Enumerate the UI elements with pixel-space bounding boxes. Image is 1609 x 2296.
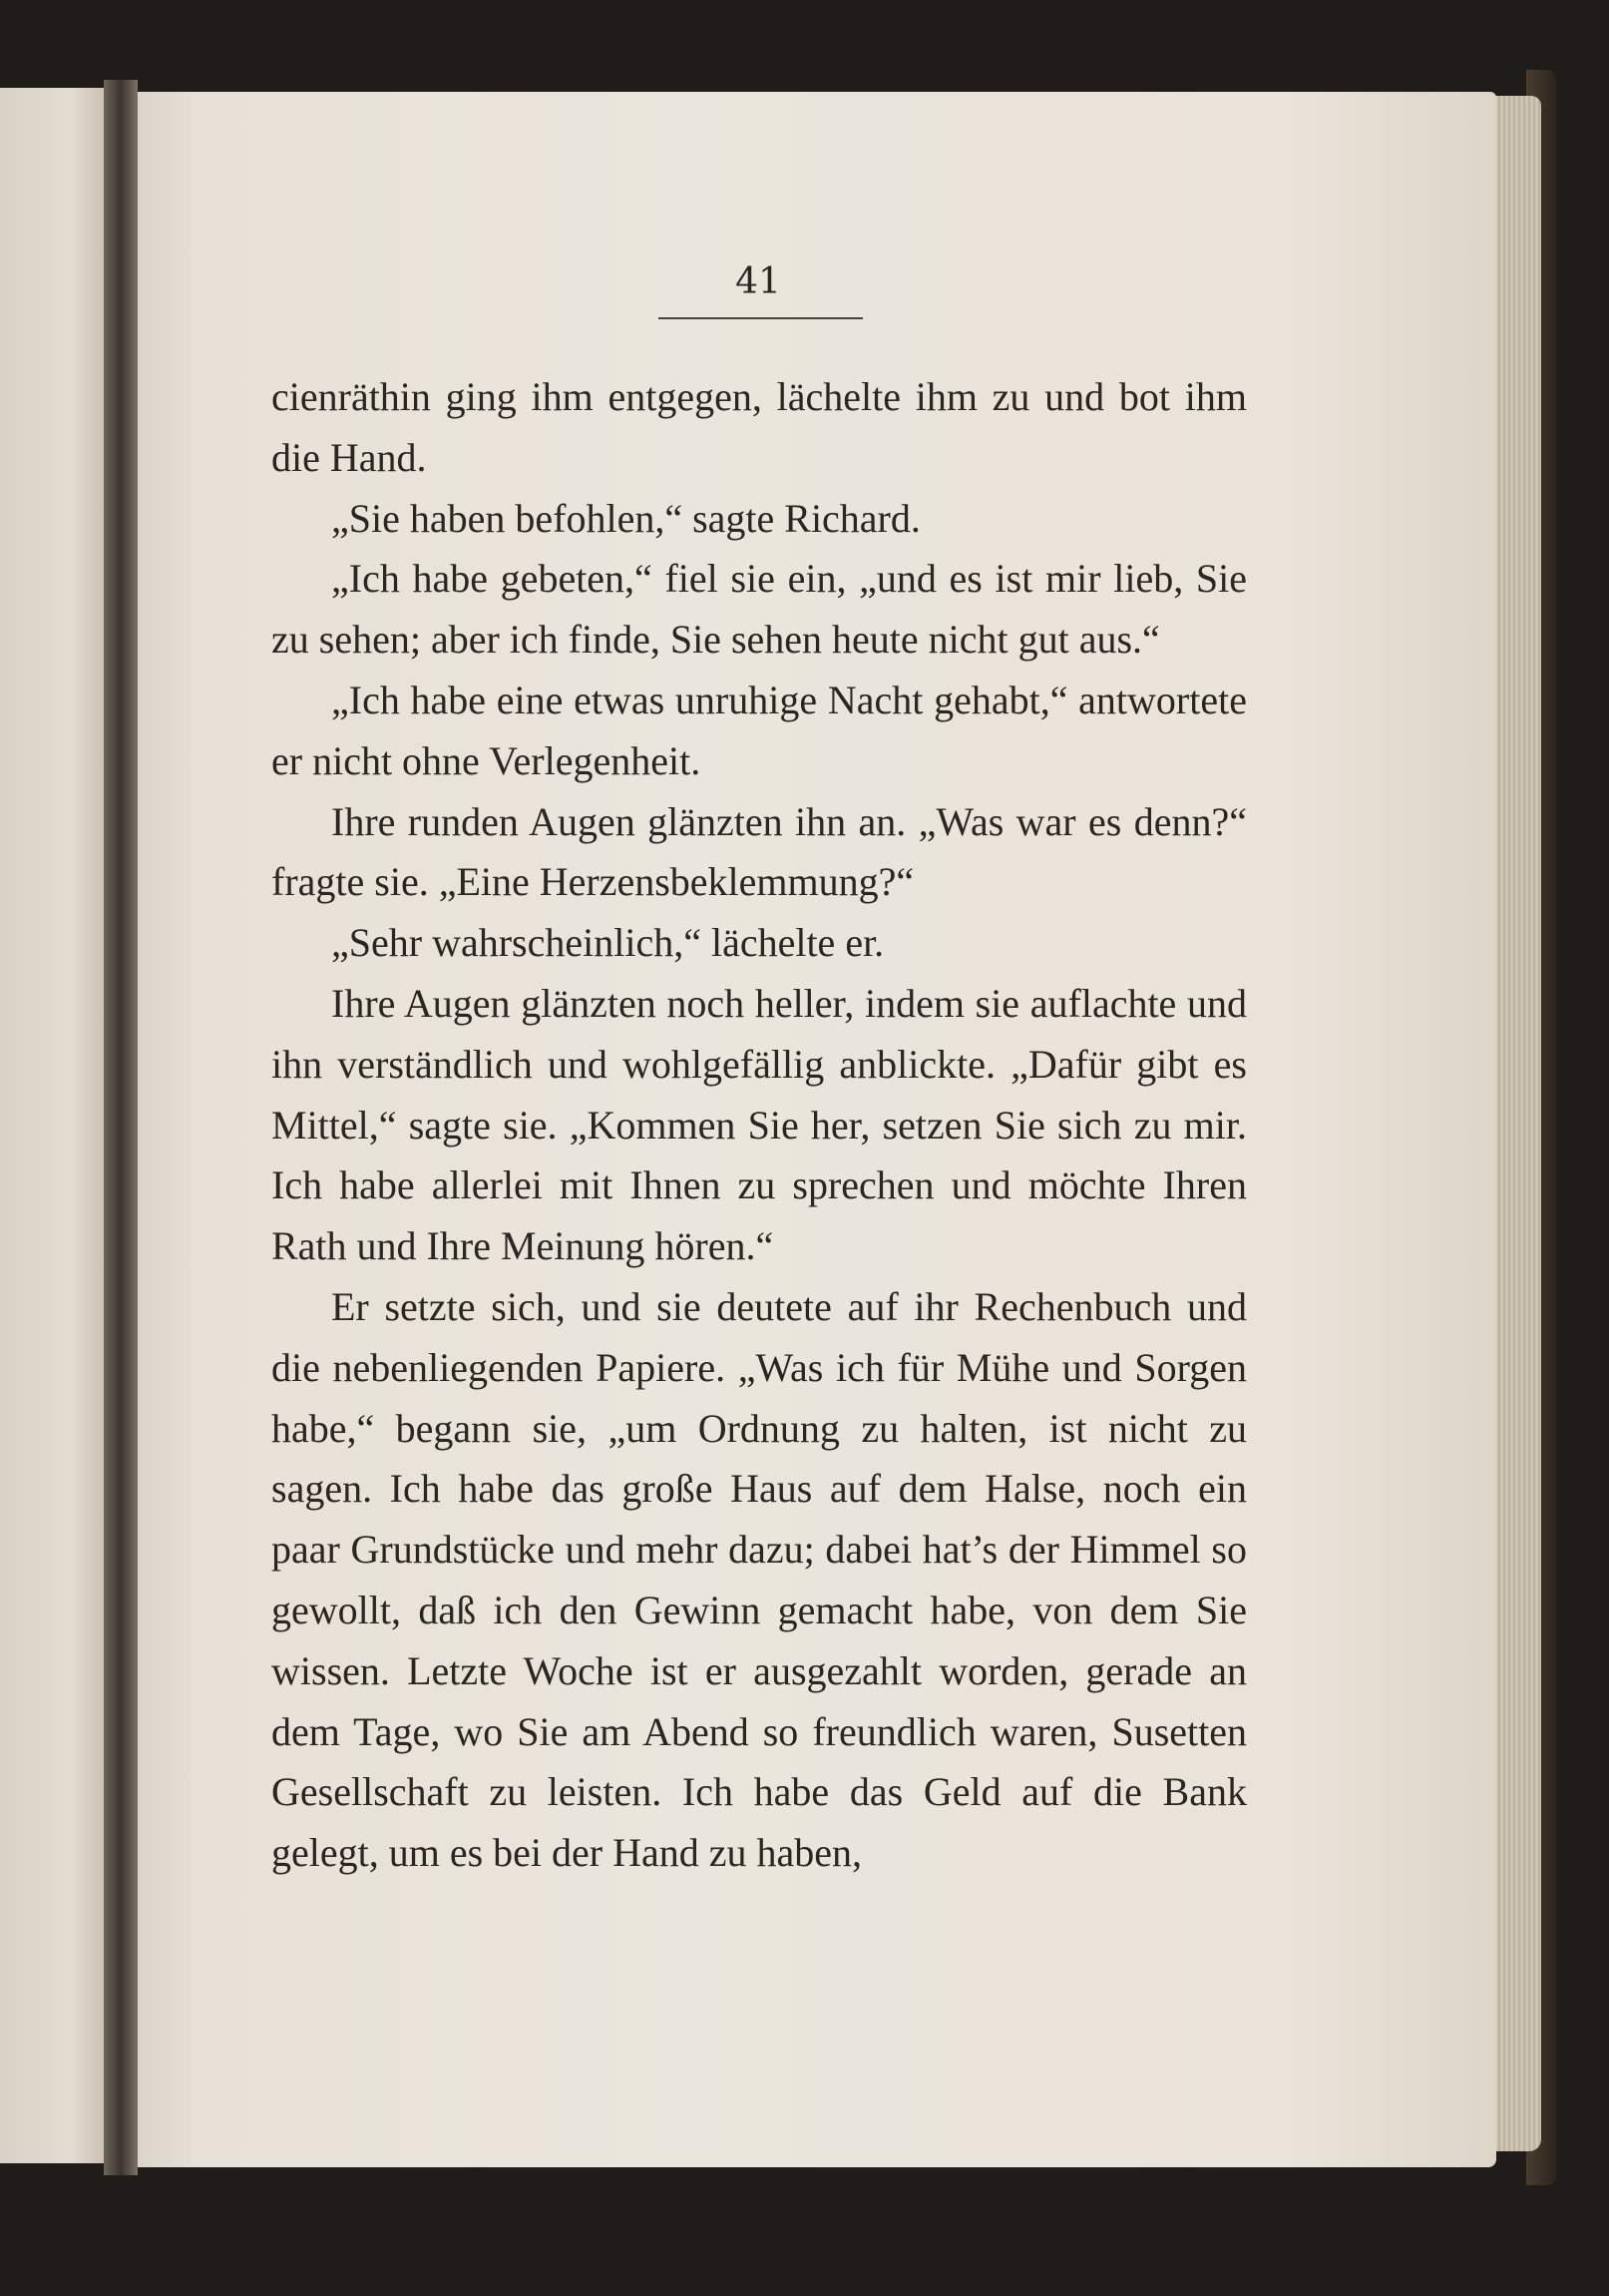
paragraph: „Sie haben befohlen,“ sagte Richard. [331,495,921,541]
paragraph: Ihre Augen glänzten noch heller, indem sie auflachte und ihn verständlich und wohlgefällig anblickte. „Dafür gibt es Mittel,“ sagte sie. „Kommen Sie her, setzen Sie sich zu mir. Ich habe allerlei mit Ihnen zu sprechen und möchte Ihren Rath und Ihre Meinung hören.“ [271,980,1247,1269]
paragraph: Ihre runden Augen glänzten ihn an. „Was war es denn?“ fragte sie. „Eine Herzensbeklemmung?“ [271,798,1247,905]
paragraph: „Ich habe eine etwas unruhige Nacht gehabt,“ antwortete er nicht ohne Verlegenheit. [271,677,1247,783]
paragraph: cienräthin ging ihm entgegen, lächelte ihm zu und bot ihm die Hand. [271,374,1247,480]
book-gutter [104,80,138,2175]
paragraph: „Ich habe gebeten,“ fiel sie ein, „und es ist mir lieb, Sie zu sehen; aber ich finde, Sie sehen heute nicht gut aus.“ [271,556,1247,663]
header-rule [658,317,863,319]
paragraph: Er setzte sich, und sie deutete auf ihr Rechenbuch und die nebenliegenden Papiere. „Was ich für Mühe und Sorgen habe,“ begann sie, „um Ordnung zu halten, ist nicht zu sagen. Ich habe das große Haus auf dem Halse, noch ein paar Grundstücke und mehr dazu; dabei hat’s der Himmel so gewollt, daß ich den Gewinn gemacht habe, von dem Sie wissen. Letzte Woche ist er ausgezahlt worden, gerade an dem Tage, wo Sie am Abend so freundlich waren, Susetten Gesellschaft zu leisten. Ich habe das Geld auf die Bank gelegt, um es bei der Hand zu haben, [271,1283,1247,1876]
page-body-text [271,367,1247,1884]
page-number: 41 [735,261,781,302]
left-page [0,88,118,2163]
paragraph: „Sehr wahrscheinlich,“ lächelte er. [331,920,885,966]
